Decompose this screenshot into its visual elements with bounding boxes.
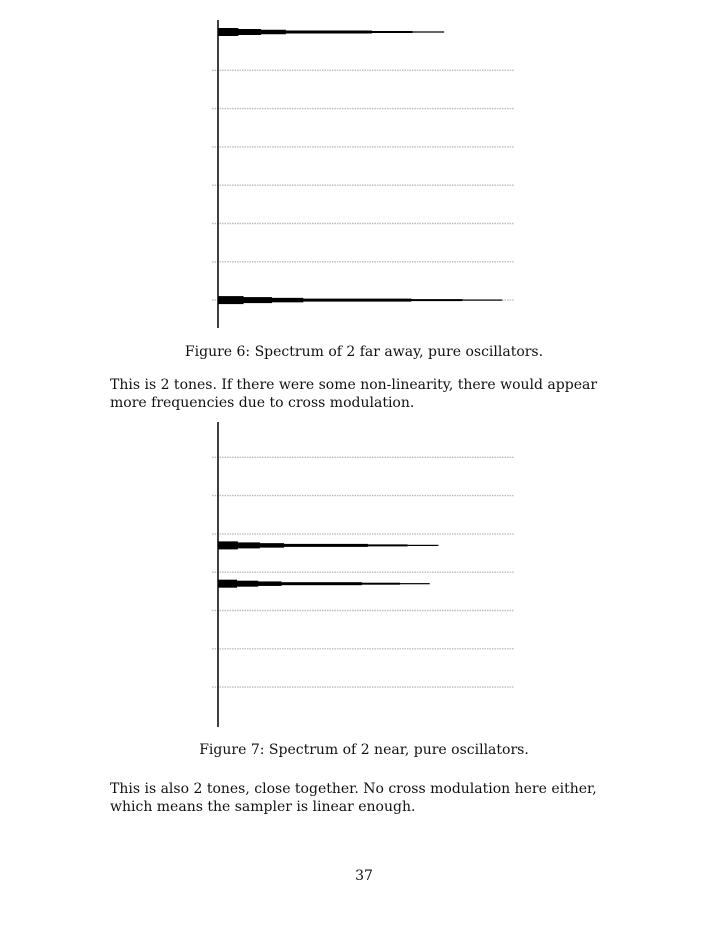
figure-7-plot — [208, 422, 520, 727]
spectrum-peak-2 — [218, 580, 430, 588]
spectrum-peak-2 — [218, 296, 502, 304]
figure-6-plot — [208, 20, 520, 330]
figure-6-caption: Figure 6: Spectrum of 2 far away, pure oscillators. — [184, 344, 544, 360]
figure-6-spectrum — [208, 20, 520, 330]
paragraph-1: This is 2 tones. If there were some non-linearity, there would appear more frequencies due to cross modulation. — [110, 377, 598, 411]
figure-7-caption: Figure 7: Spectrum of 2 near, pure oscillators. — [199, 742, 529, 758]
figure-7-spectrum — [208, 422, 520, 727]
spectrum-peak-1 — [218, 28, 444, 36]
page-number: 37 — [355, 868, 373, 884]
spectrum-peak-1 — [218, 541, 438, 549]
paragraph-2: This is also 2 tones, close together. No cross modulation here either, which means the sampler is linear enough. — [110, 781, 597, 815]
